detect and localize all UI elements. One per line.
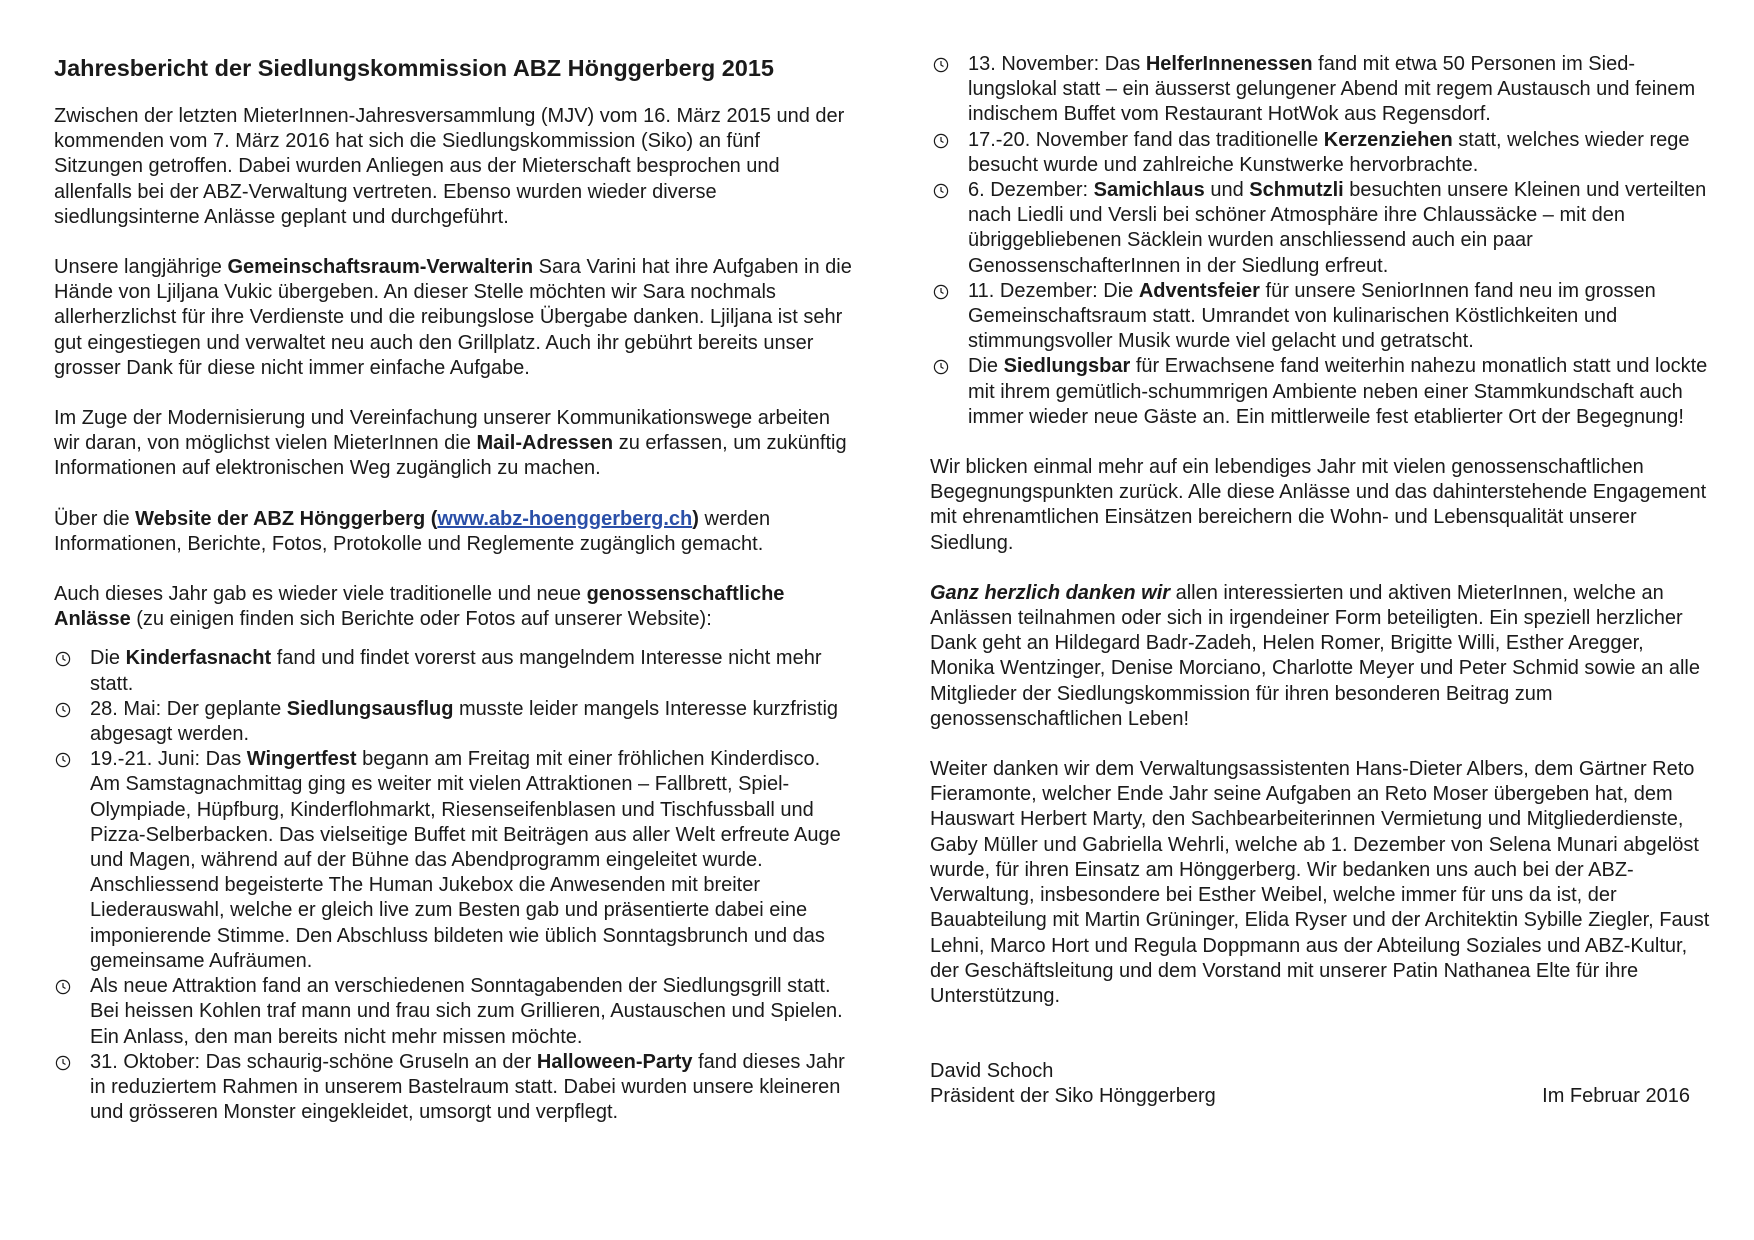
events-list-right <box>932 52 1712 430</box>
clock-icon <box>55 752 71 768</box>
clock-icon <box>55 702 71 718</box>
list-item: 11. Dezember: Die Adventsfeier für unsere SeniorInnen fand neu im grossen Gemeinschaftsraum statt. Umrandet von kulinarischen Köstlichkeiten und stimmungsvoller Musik wurde viel gelacht und getratscht. <box>932 279 1712 355</box>
list-item: 31. Oktober: Das schaurig-schöne Gruseln an der Halloween-Party fand dieses Jahr in reduziertem Rahmen in unserem Bastelraum statt. Dabei wurden unsere kleineren und grösseren Monster eingekleidet, umsorgt und verpflegt. <box>54 1050 854 1126</box>
signature-name: David Schoch <box>930 1060 1054 1083</box>
events-list-left <box>54 646 854 1125</box>
list-item: 13. November: Das HelferInnenessen fand mit etwa 50 Personen im Siedlungslokal statt – ein äusserst gelungener Abend mit regem Austausch und feinem indischem Buffet vom Restaurant HotWok aus Regensdorf. <box>932 52 1712 128</box>
clock-icon <box>933 359 949 375</box>
clock-icon <box>55 651 71 667</box>
list-item: 6. Dezember: Samichlaus und Schmutzli besuchten unsere Kleinen und verteilten nach Liedli und Versli bei schöner Atmosphäre ihre Chlaussäcke – mit den übriggebliebenen Säcklein wurden anschliessend auch ein paar GenossenschafterInnen in der Siedlung erfreut. <box>932 178 1712 279</box>
intro-paragraph-3: Im Zuge der Modernisierung und Vereinfachung unserer Kommunikationswege arbeiten wir daran, von möglichst vielen MieterInnen die Mail-Adressen zu erfassen, um zukünftig Informationen auf elektronischen Weg zugänglich zu machen. <box>54 407 847 480</box>
clock-icon <box>933 57 949 73</box>
left-column <box>54 52 854 1125</box>
clock-icon <box>933 133 949 149</box>
intro-paragraph-5: Auch dieses Jahr gab es wieder viele traditionelle und neue genossenschaftliche Anlässe (zu einigen finden sich Berichte oder Fotos auf unserer Website): <box>54 583 785 631</box>
list-item: 28. Mai: Der geplante Siedlungsausflug musste leider mangels Interesse kurzfristig abgesagt werden. <box>54 697 854 747</box>
clock-icon <box>933 183 949 199</box>
signature-block <box>930 1059 1712 1109</box>
list-item: Die Siedlungsbar für Erwachsene fand weiterhin nahezu monatlich statt und lockte mit ihrem gemütlich-schummrigen Ambiente neben einer Stammkundschaft auch immer wieder neue Gäste an. Ein mittlerweile fest etablierter Ort der Begegnung! <box>932 354 1712 430</box>
list-item: 17.-20. November fand das traditionelle Kerzenziehen statt, welches wieder rege besucht wurde und zahlreiche Kunstwerke hervorbrachte. <box>932 128 1712 178</box>
closing-paragraph-2: Ganz herzlich danken wir allen interessierten und aktiven MieterInnen, welche an Anlässen teilnahmen oder sich in irgendeiner Form beteiligten. Ein speziell herzlicher Dank geht an Hildegard Badr-Zadeh, Helen Romer, Brigitte Willi, Esther Aregger, Monika Wentzinger, Denise Morciano, Charlotte Meyer und Peter Schmid sowie an alle Mitglieder der Siedlungskommission für ihren besonderen Beitrag zum genossenschaftlichen Leben! <box>930 581 1700 730</box>
clock-icon <box>55 1055 71 1071</box>
clock-icon <box>55 979 71 995</box>
closing-paragraph-3: Weiter danken wir dem Verwaltungsassistenten Hans-Dieter Albers, dem Gärtner Reto Fieramonte, welcher Ende Jahr seine Aufgaben an Reto Moser übergeben hat, dem Hauswart Herbert Marty, den Sachbearbeiterinnen Vermietung und Mitgliederdienste, Gaby Müller und Gabriella Wehrli, welche ab 1. Dezember von Selena Munari abgelöst wurde, für ihren Einsatz am Hönggerberg. Wir bedanken uns auch bei der ABZ-Verwaltung, insbesondere bei Esther Weibel, welche immer für uns da ist, der Bauabteilung mit Martin Grüninger, Elida Ryser und der Architektin Sybille Ziegler, Faust Lehni, Marco Hort und Regula Doppmann aus der Abteilung Soziales und ABZ-Kultur, der Geschäftsleitung und dem Vorstand mit unserer Patin Nathanea Elte für ihre Unterstützung. <box>930 758 1710 1007</box>
page-title: Jahresbericht der Siedlungskommission ABZ Hönggerberg 2015 <box>54 55 774 81</box>
intro-paragraph-4: Über die Website der ABZ Hönggerberg (www.abz-hoenggerberg.ch) werden Informationen, Berichte, Fotos, Protokolle und Reglemente zugänglich gemacht. <box>54 507 771 555</box>
intro-paragraph-2: Unsere langjährige Gemeinschaftsraum-Verwalterin Sara Varini hat ihre Aufgaben in die Hände von Ljiljana Vukic übergeben. An dieser Stelle möchten wir Sara nochmals allerherzlichst für ihre Verdienste und die reibungslose Übergabe danken. Ljiljana ist sehr gut eingestiegen und verwaltet neu auch den Grillplatz. Auch ihr gebührt bereits unser grosser Dank für diese nicht immer einfache Aufgabe. <box>54 256 852 379</box>
intro-paragraph-1: Zwischen der letzten MieterInnen-Jahresversammlung (MJV) vom 16. März 2015 und der kommenden vom 7. März 2016 hat sich die Siedlungskommission (Siko) an fünf Sitzungen getroffen. Dabei wurden Anliegen aus der Mieterschaft besprochen und allenfalls bei der ABZ-Verwaltung vertreten. Ebenso wurden wieder diverse siedlungsinterne Anlässe geplant und durchgeführt. <box>54 105 845 228</box>
list-item: Die Kinderfasnacht fand und findet vorerst aus mangelndem Interesse nicht mehr statt. <box>54 646 854 696</box>
list-item: Als neue Attraktion fand an verschiedenen Sonntagabenden der Siedlungsgrill statt. Bei heissen Kohlen traf mann und frau sich zum Grillieren, Austauschen und Spielen. Ein Anlass, den man bereits nicht mehr missen möchte. <box>54 974 854 1050</box>
signature-role: Präsident der Siko Hönggerberg <box>930 1085 1216 1108</box>
signature-date: Im Februar 2016 <box>1542 1085 1690 1108</box>
website-link[interactable]: www.abz-hoenggerberg.ch <box>437 507 693 530</box>
clock-icon <box>933 284 949 300</box>
list-item: 19.-21. Juni: Das Wingertfest begann am Freitag mit einer fröhlichen Kinderdisco. Am Samstagnachmittag ging es weiter mit vielen Attraktionen – Fallbrett, Spiel-Olympiade, Hüpfburg, Kinderflohmarkt, Riesenseifenblasen und Tischfussball und Pizza-Selberbacken. Das vielseitige Buffet mit Beiträgen aus aller Welt erfreute Auge und Magen, während auf der Bühne das Abendprogramm eingeleitet wurde. Anschliessend begeisterte The Human Jukebox die Anwesenden mit breiter Liederauswahl, welche er gleich live zum Besten gab und präsentierte dabei eine imponierende Stimme. Den Abschluss bildeten wie üblich Sonntagsbrunch und das gemeinsame Aufräumen. <box>54 747 854 974</box>
right-column <box>930 52 1712 1110</box>
closing-paragraph-1: Wir blicken einmal mehr auf ein lebendiges Jahr mit vielen genossenschaftlichen Begegnungspunkten zurück. Alle diese Anlässe und das dahinterstehende Engagement mit ehrenamtlichen Einsätzen bereichern die Wohn- und Lebensqualität unserer Siedlung. <box>930 456 1707 554</box>
